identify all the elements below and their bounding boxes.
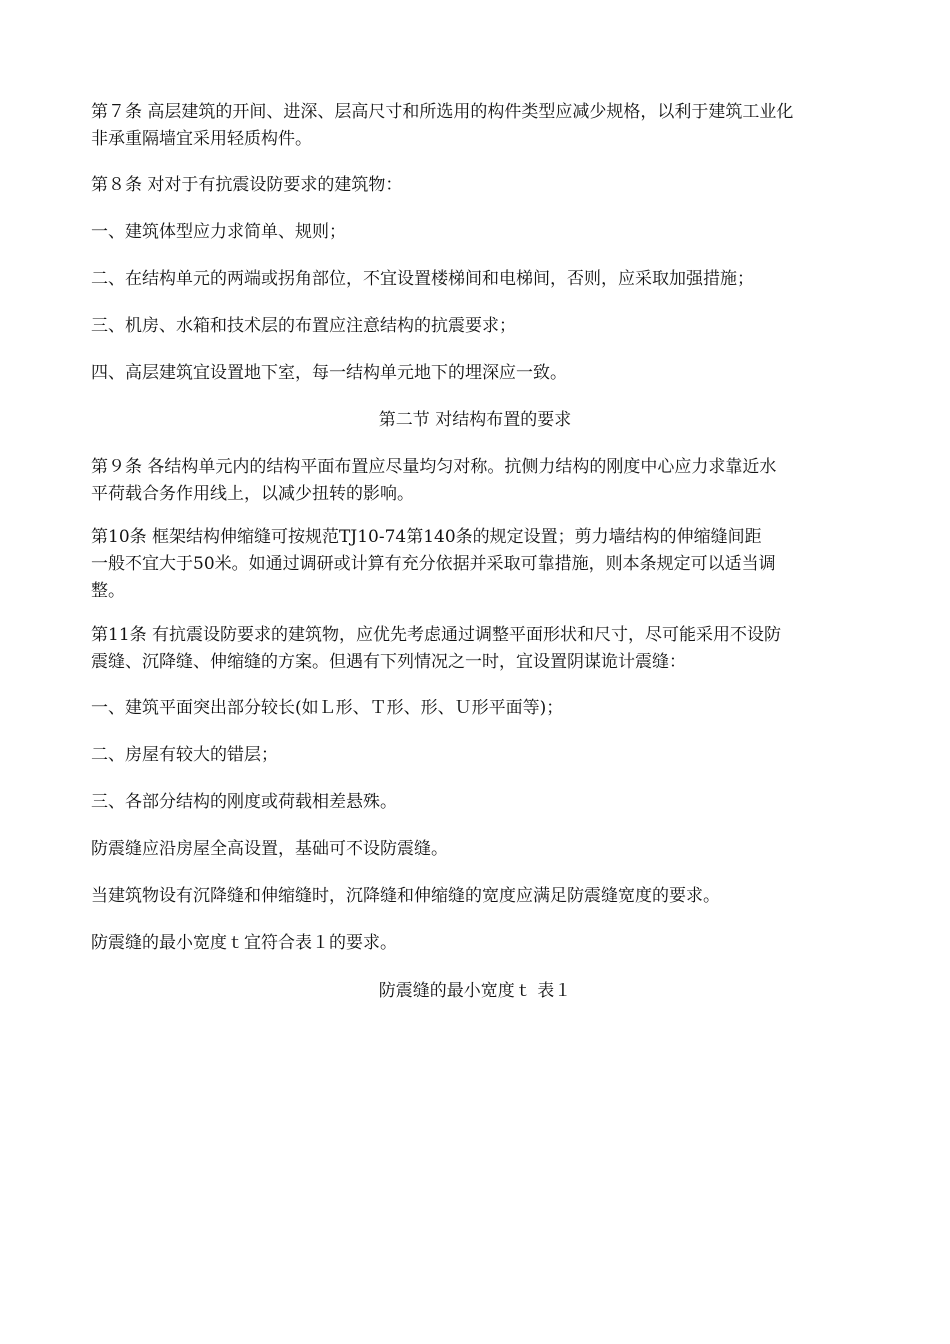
article-8 bbox=[91, 172, 861, 199]
article-11-line-1: 第11条 有抗震设防要求的建筑物，应优先考虑通过调整平面形状和尺寸，尽可能采用不设防 bbox=[91, 625, 782, 645]
article-8-item-2 bbox=[91, 266, 861, 293]
article-11-item-1 bbox=[91, 695, 861, 722]
article-8-item-3-text: 三、机房、水箱和技术层的布置应注意结构的抗震要求； bbox=[91, 316, 516, 336]
table-reference-note bbox=[91, 930, 861, 957]
article-9 bbox=[91, 454, 861, 508]
article-7-line-1: 第７条 高层建筑的开间、进深、层高尺寸和所选用的构件类型应减少规格，以利于建筑工业化 bbox=[91, 102, 794, 122]
article-7 bbox=[91, 99, 861, 153]
article-11-line-2: 震缝、沉降缝、伸缩缝的方案。但遇有下列情况之一时，宜设置阴谋诡计震缝： bbox=[91, 652, 686, 672]
section-heading: 第二节 对结构布置的要求 bbox=[378, 410, 572, 430]
joint-width-note-text: 当建筑物设有沉降缝和伸缩缝时，沉降缝和伸缩缝的宽度应满足防震缝宽度的要求。 bbox=[91, 886, 720, 906]
table-reference-note-text: 防震缝的最小宽度ｔ宜符合表１的要求。 bbox=[91, 933, 397, 953]
article-11 bbox=[91, 622, 861, 676]
article-10-line-3: 整。 bbox=[91, 581, 125, 601]
article-11-item-2 bbox=[91, 742, 861, 769]
joint-height-note bbox=[91, 836, 861, 863]
article-10-line-1: 第10条 框架结构伸缩缝可按规范TJ10-74第140条的规定设置；剪力墙结构的伸缩缝间距 bbox=[91, 527, 762, 547]
article-8-item-2-text: 二、在结构单元的两端或拐角部位，不宜设置楼梯间和电梯间，否则，应采取加强措施； bbox=[91, 269, 754, 289]
article-8-line-1: 第８条 对对于有抗震设防要求的建筑物： bbox=[91, 175, 403, 195]
article-11-item-3-text: 三、各部分结构的刚度或荷载相差悬殊。 bbox=[91, 792, 397, 812]
article-11-item-3 bbox=[91, 789, 861, 816]
article-8-item-1 bbox=[91, 219, 861, 246]
article-8-item-1-text: 一、建筑体型应力求简单、规则； bbox=[91, 222, 346, 242]
article-9-line-2: 平荷载合务作用线上，以减少扭转的影响。 bbox=[91, 484, 414, 504]
article-9-line-1: 第９条 各结构单元内的结构平面布置应尽量均匀对称。抗侧力结构的刚度中心应力求靠近水 bbox=[91, 457, 777, 477]
article-8-item-3 bbox=[91, 313, 861, 340]
article-10 bbox=[91, 524, 861, 605]
article-7-line-2: 非承重隔墙宜采用轻质构件。 bbox=[91, 129, 312, 149]
joint-height-note-text: 防震缝应沿房屋全高设置，基础可不设防震缝。 bbox=[91, 839, 448, 859]
article-10-line-2: 一般不宜大于50米。如通过调研或计算有充分依据并采取可靠措施，则本条规定可以适当调 bbox=[91, 554, 776, 574]
joint-width-note bbox=[91, 883, 861, 910]
article-8-item-4 bbox=[91, 360, 861, 387]
article-8-item-4-text: 四、高层建筑宜设置地下室，每一结构单元地下的埋深应一致。 bbox=[91, 363, 567, 383]
article-11-item-1-text: 一、建筑平面突出部分较长(如Ｌ形、Ｔ形、形、Ｕ形平面等)； bbox=[91, 698, 564, 718]
article-11-item-2-text: 二、房屋有较大的错层； bbox=[91, 745, 278, 765]
table-caption: 防震缝的最小宽度ｔ 表１ bbox=[378, 981, 572, 1001]
